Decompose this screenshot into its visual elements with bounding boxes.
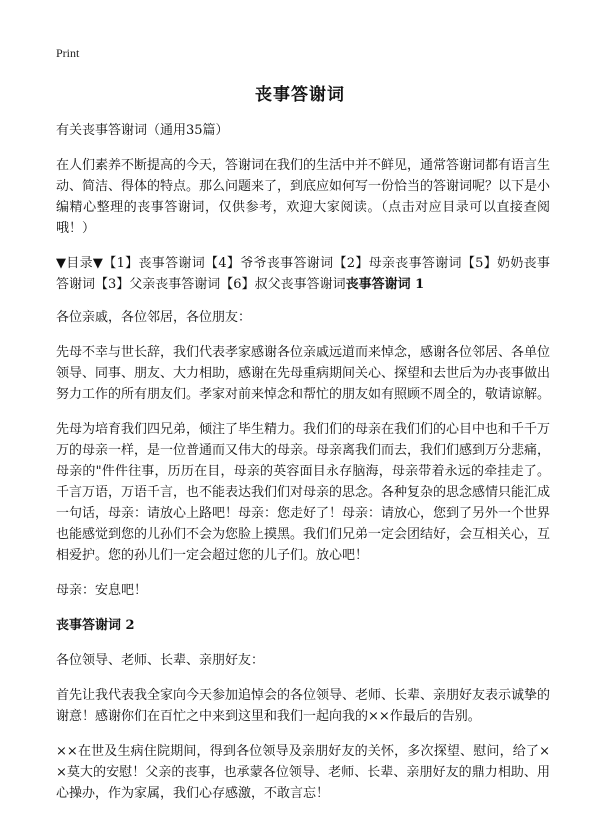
section-1-closing: 母亲：安息吧！	[56, 583, 148, 598]
page-title: 丧事答谢词	[255, 85, 345, 105]
print-link[interactable]: Print	[56, 46, 80, 60]
section-1-paragraph: 先母为培育我们四兄弟，倾注了毕生精力。我们们的母亲在我们们的心目中也和千千万万的母亲一样，是一位普通而又伟大的母亲。母亲离我们而去，我们们感到万分悲痛，母亲的"件件往事，历历在目，母亲的英容面目永存脑海，母亲带着永远的牵挂走了。千言万语，万语千言，也不能表达我们们对母亲的思念。各种复杂的思念感情只能汇成一句话，母亲：请放心上路吧！母亲：您走好了！母亲：请放心，您到了另外一个世界也能感觉到您的儿孙们不会为您脸上摸黑。我们们兄弟一定会团结好，会互相关心，互相爱护。您的孙儿们一定会超过您的儿子们。放心吧！	[56, 422, 551, 563]
section-2-paragraph: ××在世及生病住院期间，得到各位领导及亲朋好友的关怀，多次探望、慰问，给了××莫大的安慰！父亲的丧事，也承蒙各位领导、老师、长辈、亲朋好友的鼎力相助、用心操办，作为家属，我们心存感激，不敢言忘！	[56, 744, 550, 801]
intro-paragraph: 在人们素养不断提高的今天，答谢词在我们的生活中并不鲜见，通常答谢词都有语言生动、简洁、得体的特点。那么问题来了，到底应如何写一份恰当的答谢词呢？以下是小编精心整理的丧事答谢词，仅供参考，欢迎大家阅读。（点击对应目录可以直接查阅哦！）	[56, 158, 551, 236]
toc-prefix: ▼目录▼	[56, 256, 104, 271]
section-2-heading: 丧事答谢词 2	[56, 618, 135, 633]
section-1-greeting: 各位亲戚，各位邻居，各位朋友：	[56, 310, 252, 325]
toc-item-3[interactable]: 【3】父亲丧事答谢词	[95, 277, 221, 292]
toc-item-6[interactable]: 【6】叔父丧事答谢词	[220, 277, 346, 292]
toc-item-1[interactable]: 【1】丧事答谢词	[103, 256, 206, 271]
section-1-paragraph: 先母不幸与世长辞，我们代表孝家感谢各位亲戚远道而来悼念，感谢各位邻居、各单位领导、同事、朋友、大力相助，感谢在先母重病期间关心、探望和去世后为办丧事做出努力工作的所有朋友们。孝家对前来悼念和帮忙的朋友如有照顾不周全的，敬请谅解。	[56, 345, 551, 402]
toc-item-5[interactable]: 【5】奶奶丧事答谢词	[56, 256, 550, 292]
subtitle: 有关丧事答谢词（通用35篇）	[56, 123, 229, 138]
toc-item-2[interactable]: 【2】母亲丧事答谢词	[333, 256, 462, 271]
section-1-heading: 丧事答谢词 1	[345, 277, 425, 292]
section-2-paragraph: 首先让我代表我全家向今天参加追悼会的各位领导、老师、长辈、亲朋好友表示诚挚的谢意！感谢你们在百忙之中来到这里和我们一起向我的××作最后的告别。	[56, 688, 551, 724]
document-body	[56, 120, 550, 818]
table-of-contents	[56, 253, 550, 295]
toc-item-4[interactable]: 【4】爷爷丧事答谢词	[205, 256, 334, 271]
section-2-greeting: 各位领导、老师、长辈、亲朋好友：	[56, 653, 265, 668]
